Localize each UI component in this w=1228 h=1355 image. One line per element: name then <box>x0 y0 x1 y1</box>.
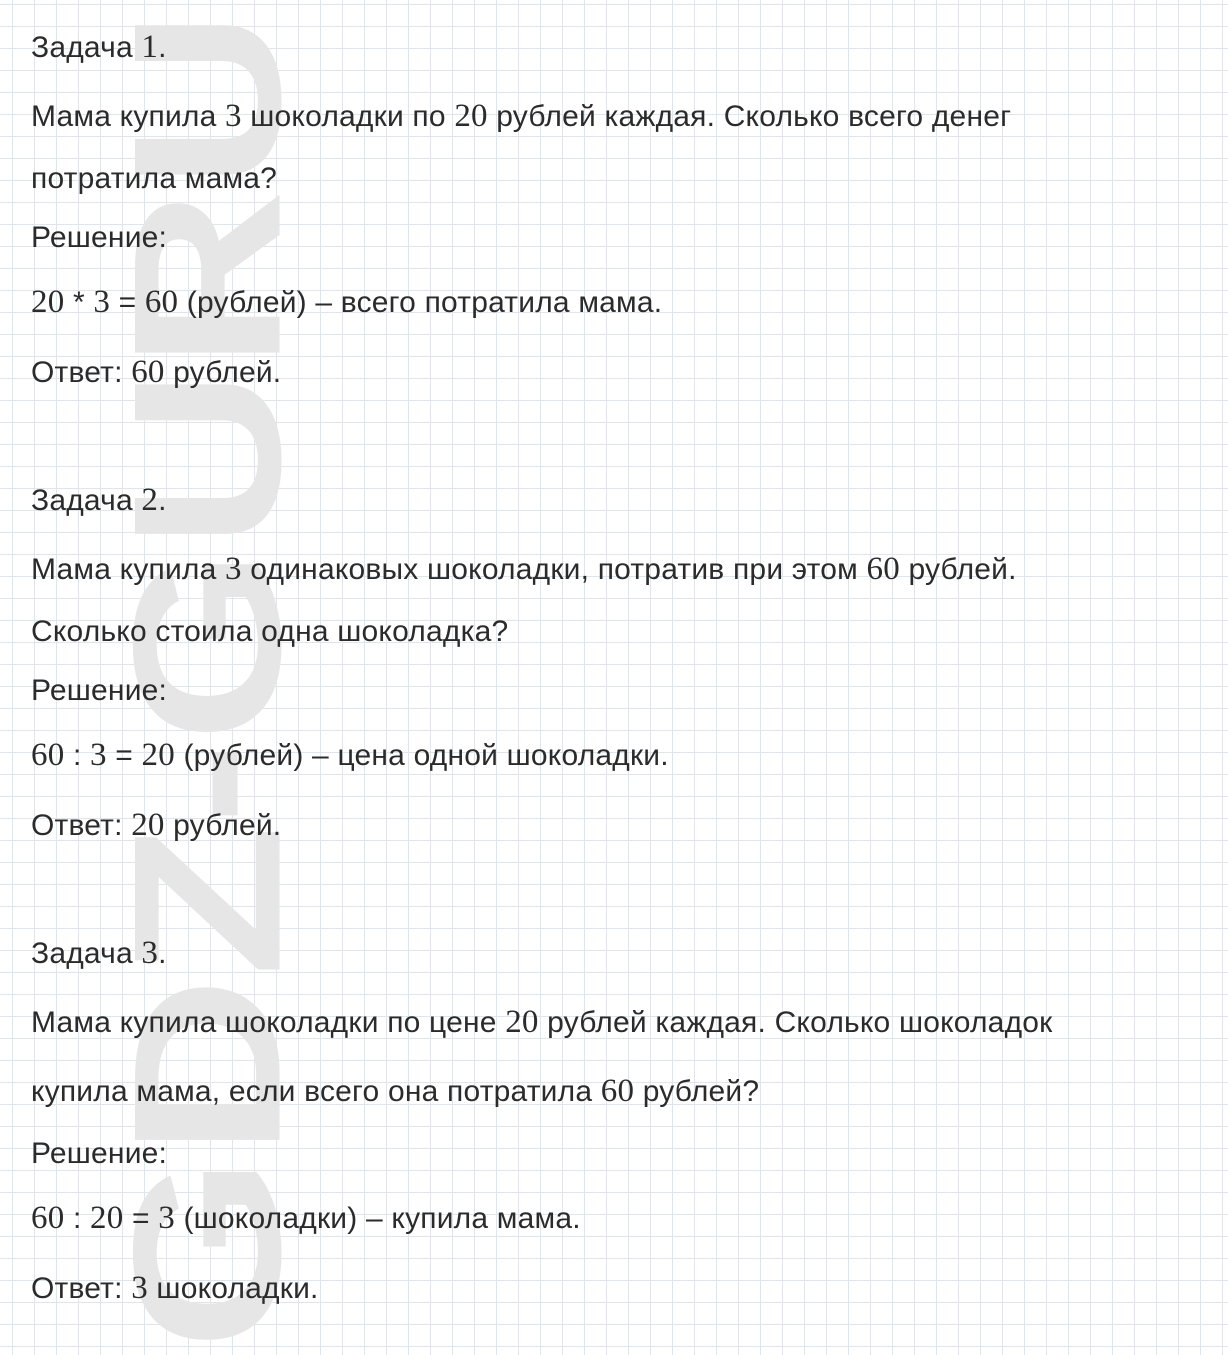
task-3-solution-label: Решение: <box>31 1137 168 1170</box>
task-2-problem-line-1: Мама купила 3 одинаковых шоколадки, потратив при этом 60 рублей. <box>31 551 1017 587</box>
task-2-solution: 60 : 3 = 20 (рублей) – цена одной шоколадки. <box>31 737 669 773</box>
task-2-problem-line-2: Сколько стоила одна шоколадка? <box>31 615 509 648</box>
task-3-problem-line-1: Мама купила шоколадки по цене 20 рублей каждая. Сколько шоколадок <box>31 1004 1053 1040</box>
task-1-title: Задача 1. <box>31 29 167 65</box>
task-1-solution: 20 * 3 = 60 (рублей) – всего потратила мама. <box>31 284 663 320</box>
task-2-answer: Ответ: 20 рублей. <box>31 807 282 843</box>
task-3-problem-line-2: купила мама, если всего она потратила 60 рублей? <box>31 1073 760 1109</box>
task-1-problem-line-1: Мама купила 3 шоколадки по 20 рублей каждая. Сколько всего денег <box>31 98 1012 134</box>
task-3-answer: Ответ: 3 шоколадки. <box>31 1270 319 1306</box>
task-1-solution-label: Решение: <box>31 221 168 254</box>
task-2-title: Задача 2. <box>31 482 167 518</box>
watermark-text: GDZ-GURU <box>112 218 302 1350</box>
task-2-solution-label: Решение: <box>31 674 168 707</box>
task-3-solution: 60 : 20 = 3 (шоколадки) – купила мама. <box>31 1200 581 1236</box>
task-3-title: Задача 3. <box>31 935 167 971</box>
task-1-answer: Ответ: 60 рублей. <box>31 354 282 390</box>
task-1-problem-line-2: потратила мама? <box>31 162 278 195</box>
